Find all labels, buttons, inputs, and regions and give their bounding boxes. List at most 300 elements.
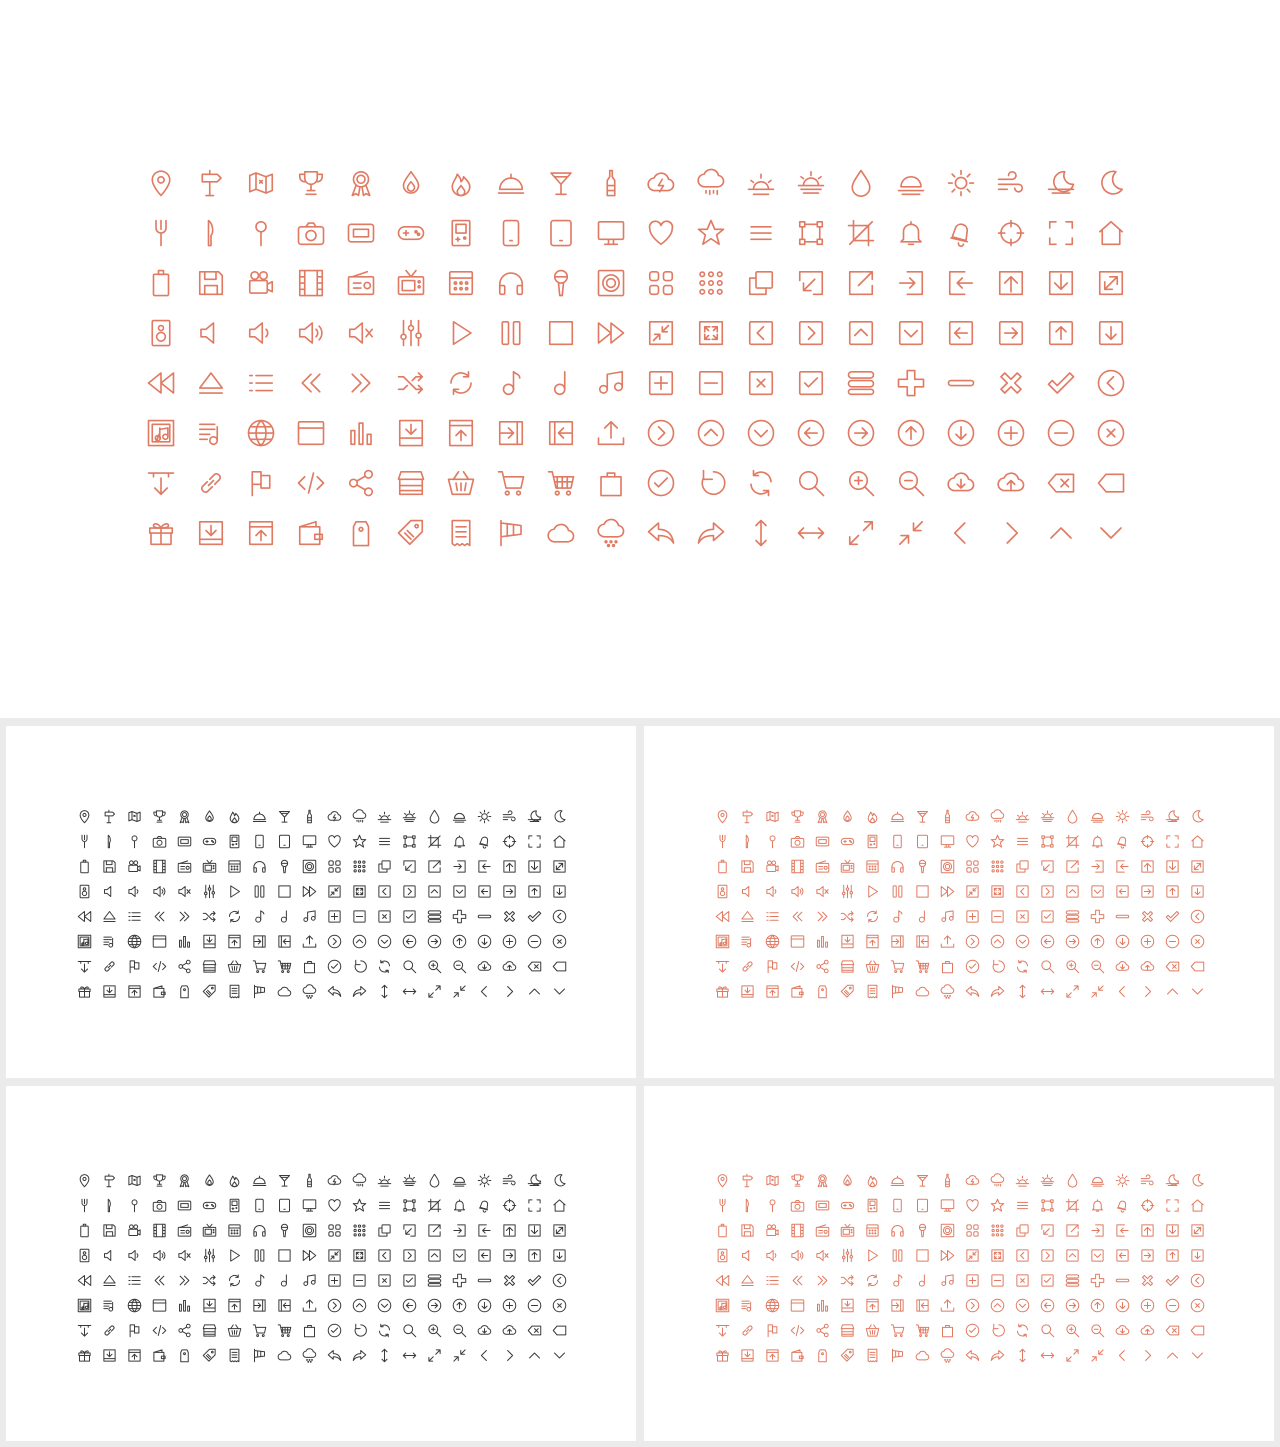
grid-nine-icon	[990, 859, 1005, 874]
cloud-download-icon	[1115, 1323, 1130, 1338]
tag-shape-icon	[1190, 1323, 1205, 1338]
vertical-arrows-icon	[746, 518, 776, 548]
inbox-upload-icon	[127, 1348, 142, 1363]
reply-icon	[327, 1348, 342, 1363]
list-icon	[127, 909, 142, 924]
pin-icon	[127, 834, 142, 849]
arrow-down-box-icon	[1190, 1248, 1205, 1263]
export-icon	[546, 418, 576, 448]
video-camera-icon	[246, 268, 276, 298]
playlist-icon	[196, 418, 226, 448]
cloud-rain-icon	[696, 168, 726, 198]
link-icon	[740, 1323, 755, 1338]
stack-icon	[427, 1273, 442, 1288]
chevron-up-icon	[1046, 518, 1076, 548]
tag-shape-icon	[552, 1323, 567, 1338]
arrow-up-right-box-icon	[1065, 859, 1080, 874]
login-icon	[452, 859, 467, 874]
moon-icon	[552, 1173, 567, 1188]
import-icon	[252, 1298, 267, 1313]
arrow-left-box-icon	[946, 318, 976, 348]
floppy-disk-icon	[196, 268, 226, 298]
gift-icon	[715, 1348, 730, 1363]
fork-icon	[146, 218, 176, 248]
expand-box-icon	[990, 884, 1005, 899]
headphones-icon	[252, 859, 267, 874]
rotate-icon	[990, 1323, 1005, 1338]
arrow-down-left-box-icon	[402, 1223, 417, 1238]
crop-icon	[427, 834, 442, 849]
refresh-icon	[865, 909, 880, 924]
chevron-right-box-icon	[402, 1248, 417, 1263]
collapse-arrows-icon	[1090, 1348, 1105, 1363]
sunset-icon	[402, 1173, 417, 1188]
map-pin-icon	[715, 809, 730, 824]
crop-icon	[1065, 834, 1080, 849]
chevron-left-circle-icon	[552, 1273, 567, 1288]
sunset-icon	[1040, 809, 1055, 824]
music-notes-icon	[302, 909, 317, 924]
receipt-icon	[446, 518, 476, 548]
home-icon	[1190, 834, 1205, 849]
cart-icon	[890, 959, 905, 974]
food-cloche-icon	[252, 809, 267, 824]
receipt-icon	[865, 984, 880, 999]
cart-icon	[252, 959, 267, 974]
forward-icon	[990, 1348, 1005, 1363]
search-icon	[1040, 1323, 1055, 1338]
horizontal-arrows-icon	[1040, 984, 1055, 999]
cloud-upload-icon	[1140, 959, 1155, 974]
plus-circle-icon	[502, 1298, 517, 1313]
camera-icon	[790, 1198, 805, 1213]
stop-icon	[915, 884, 930, 899]
menu-icon	[377, 834, 392, 849]
link-icon	[102, 1323, 117, 1338]
chevron-down-icon	[552, 984, 567, 999]
tag-shape-icon	[552, 959, 567, 974]
volume-low-icon	[765, 1248, 780, 1263]
inbox-download-icon	[102, 1348, 117, 1363]
zoom-in-icon	[427, 959, 442, 974]
windsock-icon	[496, 518, 526, 548]
volume-off-icon	[196, 318, 226, 348]
phone-icon	[890, 1198, 905, 1213]
bag-icon	[302, 1323, 317, 1338]
close-circle-icon	[1190, 1298, 1205, 1313]
wallet-icon	[296, 518, 326, 548]
target-icon	[1140, 1198, 1155, 1213]
trophy-icon	[296, 168, 326, 198]
monitor-icon	[596, 218, 626, 248]
award-icon	[177, 809, 192, 824]
pin-icon	[246, 218, 276, 248]
heart-icon	[646, 218, 676, 248]
chevrons-right-icon	[815, 1273, 830, 1288]
link-icon	[196, 468, 226, 498]
check-icon	[527, 909, 542, 924]
forward-icon	[696, 518, 726, 548]
check-box-icon	[1040, 909, 1055, 924]
chevron-down-icon	[1190, 1348, 1205, 1363]
zoom-in-icon	[1065, 1323, 1080, 1338]
shuffle-icon	[202, 909, 217, 924]
projector-icon	[815, 1198, 830, 1213]
speaker-box-icon	[146, 318, 176, 348]
arrow-up-circle-icon	[452, 934, 467, 949]
headphones-icon	[890, 1223, 905, 1238]
heart-icon	[327, 834, 342, 849]
award-icon	[815, 1173, 830, 1188]
expand-arrows-icon	[846, 518, 876, 548]
sun-horizon-icon	[1090, 1173, 1105, 1188]
food-cloche-icon	[890, 809, 905, 824]
chevron-left-circle-icon	[1190, 1273, 1205, 1288]
map-icon	[765, 1173, 780, 1188]
home-icon	[552, 1198, 567, 1213]
music-note-alt-icon	[277, 1273, 292, 1288]
check-box-icon	[1040, 1273, 1055, 1288]
copy-icon	[746, 268, 776, 298]
cart-full-icon	[546, 468, 576, 498]
eject-icon	[740, 909, 755, 924]
maximize-box-icon	[1190, 1223, 1205, 1238]
arrow-up-circle-icon	[1090, 934, 1105, 949]
chevron-right-icon	[1140, 1348, 1155, 1363]
speaker-icon	[940, 859, 955, 874]
grid-four-icon	[327, 1223, 342, 1238]
link-icon	[740, 959, 755, 974]
share-upload-icon	[596, 418, 626, 448]
globe-icon	[127, 1298, 142, 1313]
chevron-up-box-icon	[846, 318, 876, 348]
map-icon	[246, 168, 276, 198]
cloud-icon	[277, 1348, 292, 1363]
stop-icon	[915, 1248, 930, 1263]
maximize-box-icon	[552, 1223, 567, 1238]
eject-icon	[102, 1273, 117, 1288]
target-icon	[996, 218, 1026, 248]
home-icon	[1096, 218, 1126, 248]
sliders-icon	[840, 1248, 855, 1263]
zoom-in-icon	[846, 468, 876, 498]
chevron-right-circle-icon	[327, 934, 342, 949]
minus-icon	[477, 909, 492, 924]
rewind-icon	[146, 368, 176, 398]
sun-horizon-icon	[896, 168, 926, 198]
upload-box-icon	[502, 1223, 517, 1238]
headphones-icon	[890, 859, 905, 874]
map-pin-icon	[77, 1173, 92, 1188]
cart-icon	[890, 1323, 905, 1338]
chevron-left-icon	[1115, 984, 1130, 999]
chevron-right-icon	[502, 984, 517, 999]
plus-circle-icon	[996, 418, 1026, 448]
arrow-up-right-box-icon	[427, 1223, 442, 1238]
close-box-icon	[1015, 1273, 1030, 1288]
home-icon	[1190, 1198, 1205, 1213]
inbox-upload-icon	[127, 984, 142, 999]
preview-panel-dark-bottom	[6, 1086, 636, 1441]
volume-mute-icon	[346, 318, 376, 348]
pause-icon	[890, 884, 905, 899]
expand-arrows-icon	[427, 1348, 442, 1363]
shuffle-icon	[840, 1273, 855, 1288]
album-icon	[715, 934, 730, 949]
arrow-right-box-icon	[502, 884, 517, 899]
upload-tray-icon	[865, 1298, 880, 1313]
calculator-icon	[227, 859, 242, 874]
chevron-up-circle-icon	[990, 934, 1005, 949]
chevron-right-circle-icon	[646, 418, 676, 448]
grid-nine-icon	[352, 1223, 367, 1238]
icon-grid	[710, 804, 1210, 1004]
music-note-alt-icon	[915, 1273, 930, 1288]
expand-box-icon	[696, 318, 726, 348]
plus-icon	[452, 909, 467, 924]
gameboy-icon	[865, 1198, 880, 1213]
play-icon	[227, 884, 242, 899]
radio-icon	[346, 268, 376, 298]
share-icon	[346, 468, 376, 498]
arrow-up-circle-icon	[452, 1298, 467, 1313]
flags-icon	[127, 1323, 142, 1338]
bell-icon	[1090, 834, 1105, 849]
zoom-out-icon	[896, 468, 926, 498]
star-icon	[990, 834, 1005, 849]
music-note-icon	[890, 909, 905, 924]
download-line-icon	[77, 959, 92, 974]
drop-icon	[1065, 809, 1080, 824]
zoom-out-icon	[1090, 959, 1105, 974]
close-circle-icon	[1190, 934, 1205, 949]
collapse-arrows-icon	[452, 984, 467, 999]
tv-icon	[840, 859, 855, 874]
grid-nine-icon	[352, 859, 367, 874]
sunset-icon	[402, 809, 417, 824]
rewind-icon	[715, 1273, 730, 1288]
arrow-down-left-box-icon	[1040, 1223, 1055, 1238]
monitor-icon	[940, 1198, 955, 1213]
share-upload-icon	[940, 934, 955, 949]
arrow-up-box-icon	[527, 1248, 542, 1263]
expand-arrows-icon	[1065, 1348, 1080, 1363]
arrow-down-box-icon	[552, 1248, 567, 1263]
award-icon	[177, 1173, 192, 1188]
chevrons-right-icon	[177, 909, 192, 924]
volume-high-icon	[152, 1248, 167, 1263]
cocktail-icon	[277, 809, 292, 824]
tags-icon	[202, 984, 217, 999]
close-icon	[502, 1273, 517, 1288]
stop-icon	[277, 1248, 292, 1263]
arrow-up-box-icon	[1165, 1248, 1180, 1263]
download-tray-icon	[840, 934, 855, 949]
sliders-icon	[202, 1248, 217, 1263]
pin-icon	[127, 1198, 142, 1213]
chevron-right-box-icon	[1040, 1248, 1055, 1263]
chevrons-left-icon	[152, 1273, 167, 1288]
upload-box-icon	[1140, 1223, 1155, 1238]
chevron-up-circle-icon	[352, 934, 367, 949]
arrow-up-right-box-icon	[1065, 1223, 1080, 1238]
logout-icon	[477, 859, 492, 874]
expand-arrows-icon	[427, 984, 442, 999]
fork-icon	[715, 834, 730, 849]
signpost-icon	[102, 1173, 117, 1188]
water-drop-flame-icon	[202, 809, 217, 824]
bottle-icon	[596, 168, 626, 198]
sunrise-icon	[1015, 1173, 1030, 1188]
check-circle-icon	[327, 959, 342, 974]
pause-icon	[252, 1248, 267, 1263]
fire-icon	[865, 1173, 880, 1188]
tablet-icon	[277, 1198, 292, 1213]
vertical-arrows-icon	[1015, 984, 1030, 999]
play-icon	[865, 1248, 880, 1263]
vector-square-icon	[796, 218, 826, 248]
refresh-icon	[227, 1273, 242, 1288]
arrow-down-box-icon	[1190, 884, 1205, 899]
tv-icon	[840, 1223, 855, 1238]
search-icon	[1040, 959, 1055, 974]
bag-icon	[940, 1323, 955, 1338]
eject-icon	[740, 1273, 755, 1288]
share-upload-icon	[302, 934, 317, 949]
projector-icon	[815, 834, 830, 849]
login-icon	[1090, 1223, 1105, 1238]
signpost-icon	[102, 809, 117, 824]
album-icon	[77, 934, 92, 949]
browser-window-icon	[790, 934, 805, 949]
speaker-box-icon	[77, 1248, 92, 1263]
chevron-down-icon	[1096, 518, 1126, 548]
browser-window-icon	[790, 1298, 805, 1313]
arrow-left-circle-icon	[1040, 1298, 1055, 1313]
calculator-icon	[865, 859, 880, 874]
arrow-up-box-icon	[1046, 318, 1076, 348]
playlist-icon	[740, 934, 755, 949]
chevron-up-circle-icon	[990, 1298, 1005, 1313]
receipt-icon	[227, 984, 242, 999]
sunrise-icon	[377, 809, 392, 824]
fork-icon	[715, 1198, 730, 1213]
volume-high-icon	[296, 318, 326, 348]
food-cloche-icon	[496, 168, 526, 198]
basket-icon	[865, 1323, 880, 1338]
arrow-left-circle-icon	[1040, 934, 1055, 949]
arrow-down-circle-icon	[1115, 934, 1130, 949]
rewind-icon	[77, 1273, 92, 1288]
store-icon	[840, 1323, 855, 1338]
music-note-alt-icon	[915, 909, 930, 924]
code-icon	[152, 1323, 167, 1338]
sunrise-icon	[746, 168, 776, 198]
chevron-up-box-icon	[427, 884, 442, 899]
cloud-snow-icon	[596, 518, 626, 548]
stack-icon	[846, 368, 876, 398]
cloud-snow-icon	[940, 1348, 955, 1363]
arrow-down-left-box-icon	[796, 268, 826, 298]
sunrise-icon	[377, 1173, 392, 1188]
code-icon	[296, 468, 326, 498]
camera-icon	[152, 1198, 167, 1213]
expand-corners-icon	[527, 834, 542, 849]
arrow-up-circle-icon	[896, 418, 926, 448]
sync-icon	[1015, 1323, 1030, 1338]
store-icon	[396, 468, 426, 498]
chevron-down-circle-icon	[1015, 1298, 1030, 1313]
gift-icon	[715, 984, 730, 999]
check-circle-icon	[327, 1323, 342, 1338]
headphones-icon	[252, 1223, 267, 1238]
wallet-icon	[790, 984, 805, 999]
grid-four-icon	[327, 859, 342, 874]
chevron-right-circle-icon	[965, 934, 980, 949]
chevron-up-circle-icon	[352, 1298, 367, 1313]
chevron-right-icon	[996, 518, 1026, 548]
cart-icon	[496, 468, 526, 498]
tag-shape-icon	[1190, 959, 1205, 974]
tablet-icon	[546, 218, 576, 248]
arrow-right-circle-icon	[846, 418, 876, 448]
wind-icon	[996, 168, 1026, 198]
collapse-arrows-icon	[452, 1348, 467, 1363]
cloud-icon	[915, 984, 930, 999]
chevrons-left-icon	[790, 1273, 805, 1288]
bottle-icon	[940, 809, 955, 824]
download-line-icon	[715, 959, 730, 974]
fire-icon	[227, 1173, 242, 1188]
cloud-lightning-icon	[965, 809, 980, 824]
fire-icon	[865, 809, 880, 824]
fast-forward-icon	[596, 318, 626, 348]
album-icon	[77, 1298, 92, 1313]
cocktail-icon	[277, 1173, 292, 1188]
bottle-icon	[302, 1173, 317, 1188]
target-icon	[502, 1198, 517, 1213]
knife-icon	[740, 1198, 755, 1213]
video-camera-icon	[127, 1223, 142, 1238]
wallet-icon	[790, 1348, 805, 1363]
radio-icon	[815, 859, 830, 874]
chevron-up-icon	[527, 1348, 542, 1363]
playlist-icon	[102, 934, 117, 949]
map-icon	[127, 809, 142, 824]
trophy-icon	[790, 1173, 805, 1188]
backspace-icon	[1165, 1323, 1180, 1338]
logout-icon	[477, 1223, 492, 1238]
battery-icon	[77, 1223, 92, 1238]
monitor-icon	[940, 834, 955, 849]
music-note-icon	[252, 1273, 267, 1288]
refresh-icon	[446, 368, 476, 398]
tags-icon	[840, 1348, 855, 1363]
login-icon	[1090, 859, 1105, 874]
logout-icon	[946, 268, 976, 298]
price-tag-icon	[815, 984, 830, 999]
maximize-box-icon	[1096, 268, 1126, 298]
fire-icon	[227, 809, 242, 824]
backspace-icon	[527, 959, 542, 974]
arrow-up-box-icon	[1165, 884, 1180, 899]
music-note-icon	[496, 368, 526, 398]
trophy-icon	[152, 809, 167, 824]
share-icon	[815, 1323, 830, 1338]
wind-icon	[1140, 809, 1155, 824]
cart-icon	[252, 1323, 267, 1338]
menu-icon	[377, 1198, 392, 1213]
